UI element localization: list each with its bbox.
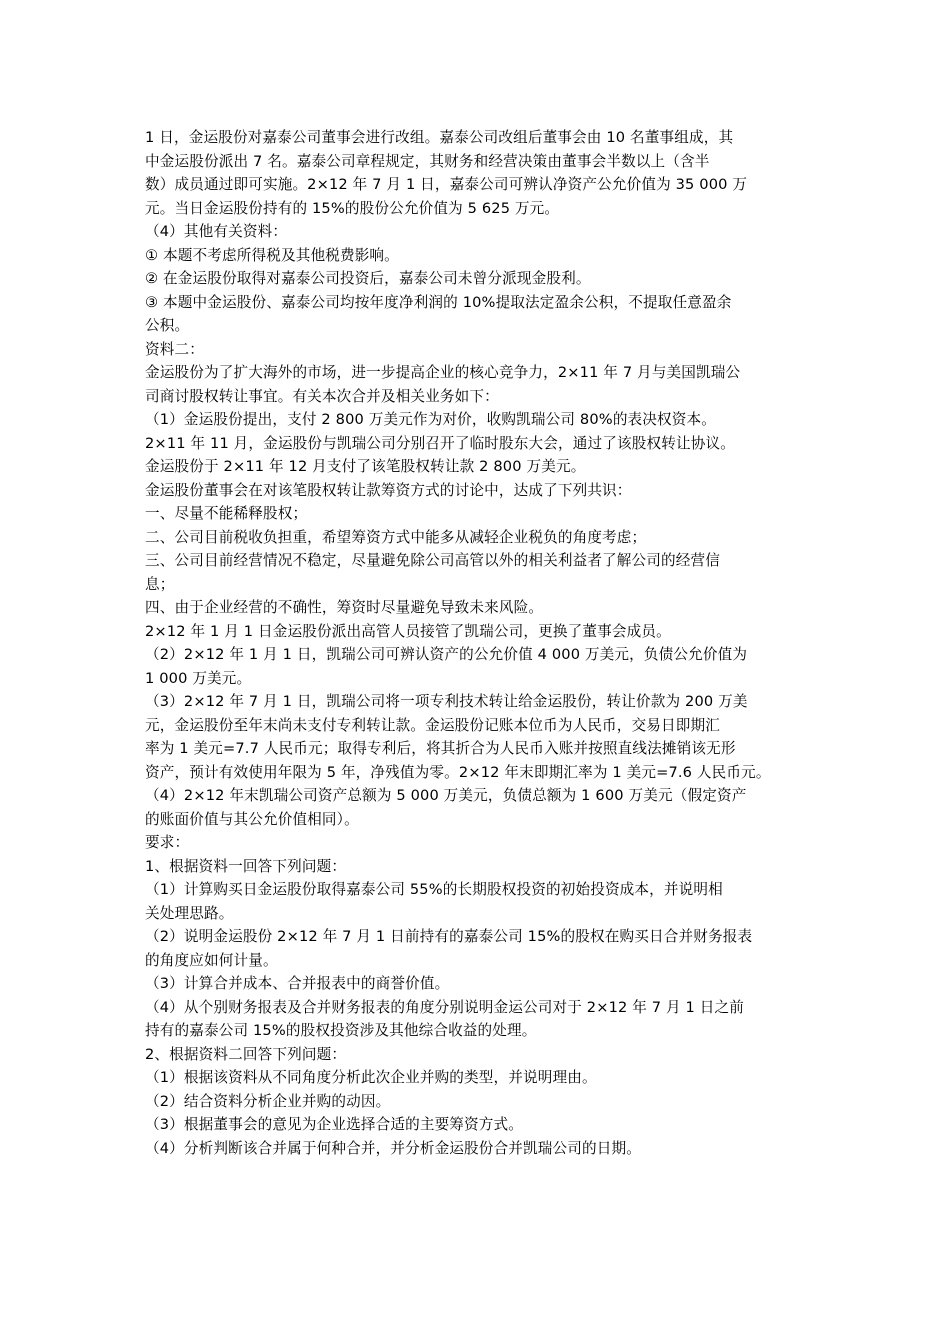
text-line: 数）成员通过即可实施。2×12 年 7 月 1 日，嘉泰公司可辨认净资产公允价值为 35 000 万	[145, 176, 748, 193]
text-line: 关处理思路。	[145, 904, 234, 922]
text-line: 2、根据资料二回答下列问题：	[145, 1045, 347, 1063]
text-line: 金运股份为了扩大海外的市场，进一步提高企业的核心竞争力，2×11 年 7 月与美国凯瑞公	[145, 364, 741, 381]
text-line: 金运股份董事会在对该笔股权转让款筹资方式的讨论中，达成了下列共识：	[145, 481, 632, 499]
text-line: 二、公司目前税收负担重，希望筹资方式中能多从减轻企业税负的角度考虑；	[145, 528, 647, 546]
text-line: ③ 本题中金运股份、嘉泰公司均按年度净利润的 10%提取法定盈余公积，不提取任意盈余	[145, 293, 732, 311]
text-line: 的角度应如何计量。	[145, 951, 278, 969]
text-line: 持有的嘉泰公司 15%的股权投资涉及其他综合收益的处理。	[145, 1022, 537, 1039]
text-line: （2）2×12 年 1 月 1 日，凯瑞公司可辨认资产的公允价值 4 000 万美元，负债公允价值为	[145, 646, 748, 663]
text-line: ② 在金运股份取得对嘉泰公司投资后，嘉泰公司未曾分派现金股利。	[145, 270, 591, 287]
document-body	[145, 126, 817, 1160]
text-line: （4）2×12 年末凯瑞公司资产总额为 5 000 万美元，负债总额为 1 600 万美元（假定资产	[145, 787, 747, 804]
text-line: （4）其他有关资料：	[145, 223, 288, 240]
text-line: ① 本题不考虑所得税及其他税费影响。	[145, 246, 399, 264]
text-line: （3）2×12 年 7 月 1 日，凯瑞公司将一项专利技术转让给金运股份，转让价款为 200 万美	[145, 693, 748, 710]
text-line: 公积。	[145, 317, 190, 334]
text-line: 元。当日金运股份持有的 15%的股份公允价值为 5 625 万元。	[145, 199, 560, 217]
text-line: （3）根据董事会的意见为企业选择合适的主要筹资方式。	[145, 1116, 524, 1133]
text-line: 1、根据资料一回答下列问题：	[145, 857, 347, 875]
text-line: （3）计算合并成本、合并报表中的商誉价值。	[145, 975, 450, 992]
text-line: （2）说明金运股份 2×12 年 7 月 1 日前持有的嘉泰公司 15%的股权在购买日合并财务报表	[145, 928, 753, 945]
text-line: 的账面价值与其公允价值相同）。	[145, 810, 359, 828]
text-line: （1）根据该资料从不同角度分析此次企业并购的类型，并说明理由。	[145, 1069, 597, 1086]
text-line: （1）计算购买日金运股份取得嘉泰公司 55%的长期股权投资的初始投资成本，并说明相	[145, 881, 723, 898]
text-line: 1 000 万美元。	[145, 669, 252, 687]
text-line: 资产，预计有效使用年限为 5 年，净残值为零。2×12 年末即期汇率为 1 美元=7.6 人民币元。	[145, 763, 771, 781]
text-line: 率为 1 美元=7.7 人民币元；取得专利后，将其折合为人民币入账并按照直线法摊销该无形	[145, 740, 736, 757]
text-line: 2×11 年 11 月，金运股份与凯瑞公司分别召开了临时股东大会，通过了该股权转让协议。	[145, 434, 735, 452]
section-heading: 要求：	[145, 834, 190, 851]
text-line: 息；	[145, 575, 175, 593]
text-line: 2×12 年 1 月 1 日金运股份派出高管人员接管了凯瑞公司，更换了董事会成员。	[145, 622, 671, 640]
text-line: 一、尽量不能稀释股权；	[145, 505, 308, 522]
text-line: （2）结合资料分析企业并购的动因。	[145, 1092, 391, 1110]
text-line: 司商讨股权转让事宜。有关本次合并及相关业务如下：	[145, 387, 499, 405]
text-line: 元，金运股份至年末尚未支付专利转让款。金运股份记账本位币为人民币，交易日即期汇	[145, 716, 721, 734]
text-line: （1）金运股份提出，支付 2 800 万美元作为对价，收购凯瑞公司 80%的表决权资本。	[145, 411, 717, 428]
section-heading: 资料二：	[145, 340, 204, 358]
text-line: 三、公司目前经营情况不稳定，尽量避免除公司高管以外的相关利益者了解公司的经营信	[145, 552, 721, 569]
text-line: 四、由于企业经营的不确性，筹资时尽量避免导致未来风险。	[145, 599, 544, 616]
text-line: 中金运股份派出 7 名。嘉泰公司章程规定，其财务和经营决策由董事会半数以上（含半	[145, 152, 710, 170]
text-line: （4）分析判断该合并属于何种合并，并分析金运股份合并凯瑞公司的日期。	[145, 1139, 641, 1157]
text-line: （4）从个别财务报表及合并财务报表的角度分别说明金运公司对于 2×12 年 7 月 1 日之前	[145, 998, 745, 1016]
text-line: 金运股份于 2×11 年 12 月支付了该笔股权转让款 2 800 万美元。	[145, 458, 586, 475]
text-line: 1 日，金运股份对嘉泰公司董事会进行改组。嘉泰公司改组后董事会由 10 名董事组成，其	[145, 129, 734, 146]
